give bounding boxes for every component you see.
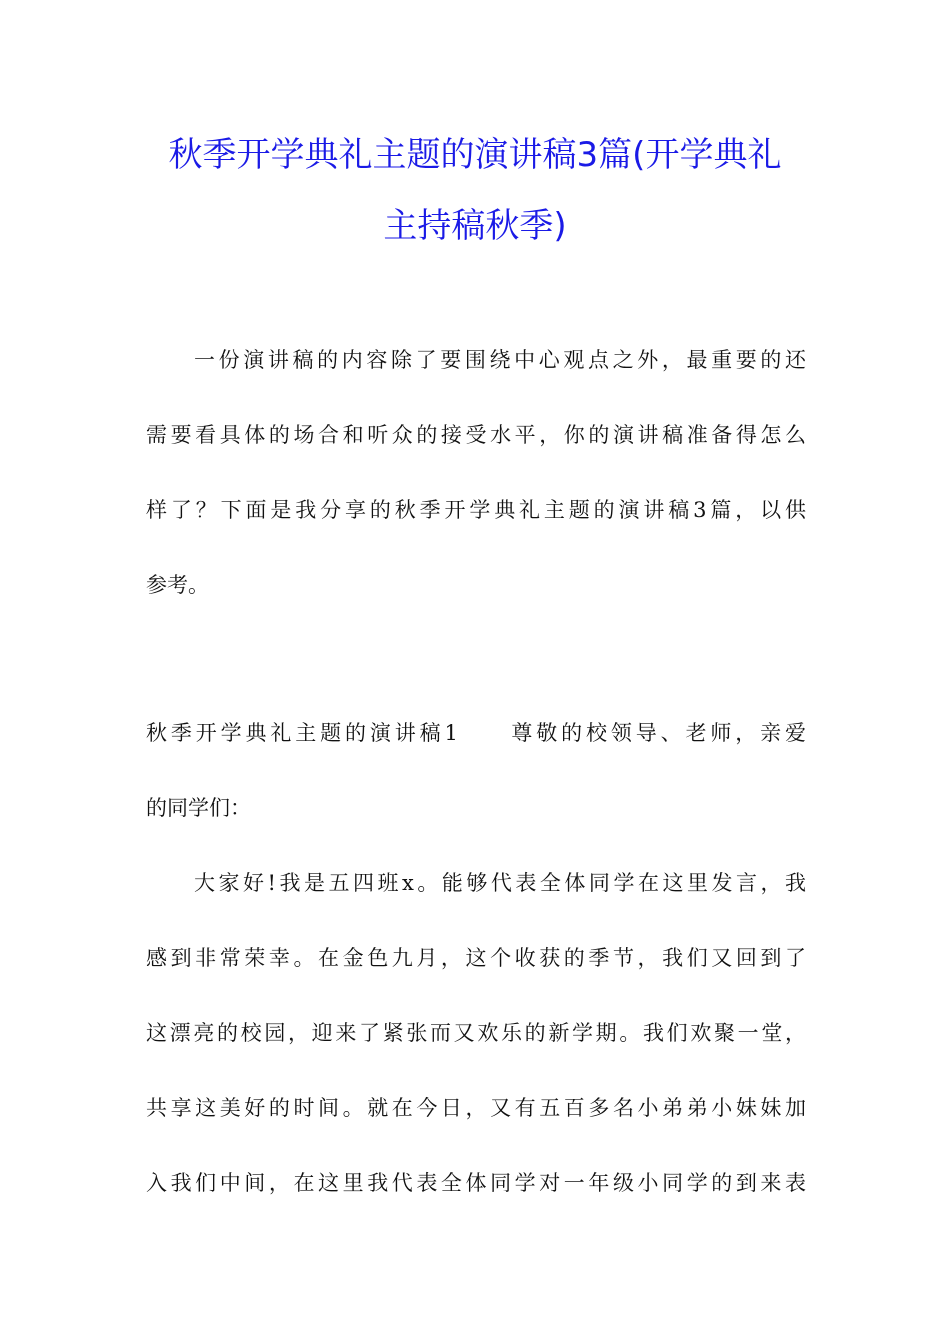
section-1-body-line-2: 感到非常荣幸。在金色九月，这个收获的季节，我们又回到了 (146, 946, 806, 970)
section-1-body-line-5: 入我们中间，在这里我代表全体同学对一年级小同学的到来表 (146, 1171, 806, 1195)
section-1-body-line-3: 这漂亮的校园，迎来了紧张而又欢乐的新学期。我们欢聚一堂， (146, 1021, 806, 1045)
intro-line-1: 一份演讲稿的内容除了要围绕中心观点之外，最重要的还 (194, 348, 806, 372)
section-1-body-line-1: 大家好!我是五四班x。能够代表全体同学在这里发言，我 (194, 871, 806, 895)
intro-line-2: 需要看具体的场合和听众的接受水平，你的演讲稿准备得怎么 (146, 423, 806, 447)
section-1-heading-line-2: 的同学们： (146, 796, 251, 820)
document-title-line-2: 主持稿秋季) (383, 206, 567, 246)
intro-line-3: 样了？下面是我分享的秋季开学典礼主题的演讲稿3篇，以供 (146, 498, 806, 522)
section-1-heading-line-1: 秋季开学典礼主题的演讲稿1 尊敬的校领导、老师，亲爱 (146, 721, 806, 745)
document-title-line-1: 秋季开学典礼主题的演讲稿3篇(开学典礼 (168, 135, 782, 175)
intro-line-4: 参考。 (146, 573, 209, 597)
section-1-body-line-4: 共享这美好的时间。就在今日，又有五百多名小弟弟小妹妹加 (146, 1096, 806, 1120)
